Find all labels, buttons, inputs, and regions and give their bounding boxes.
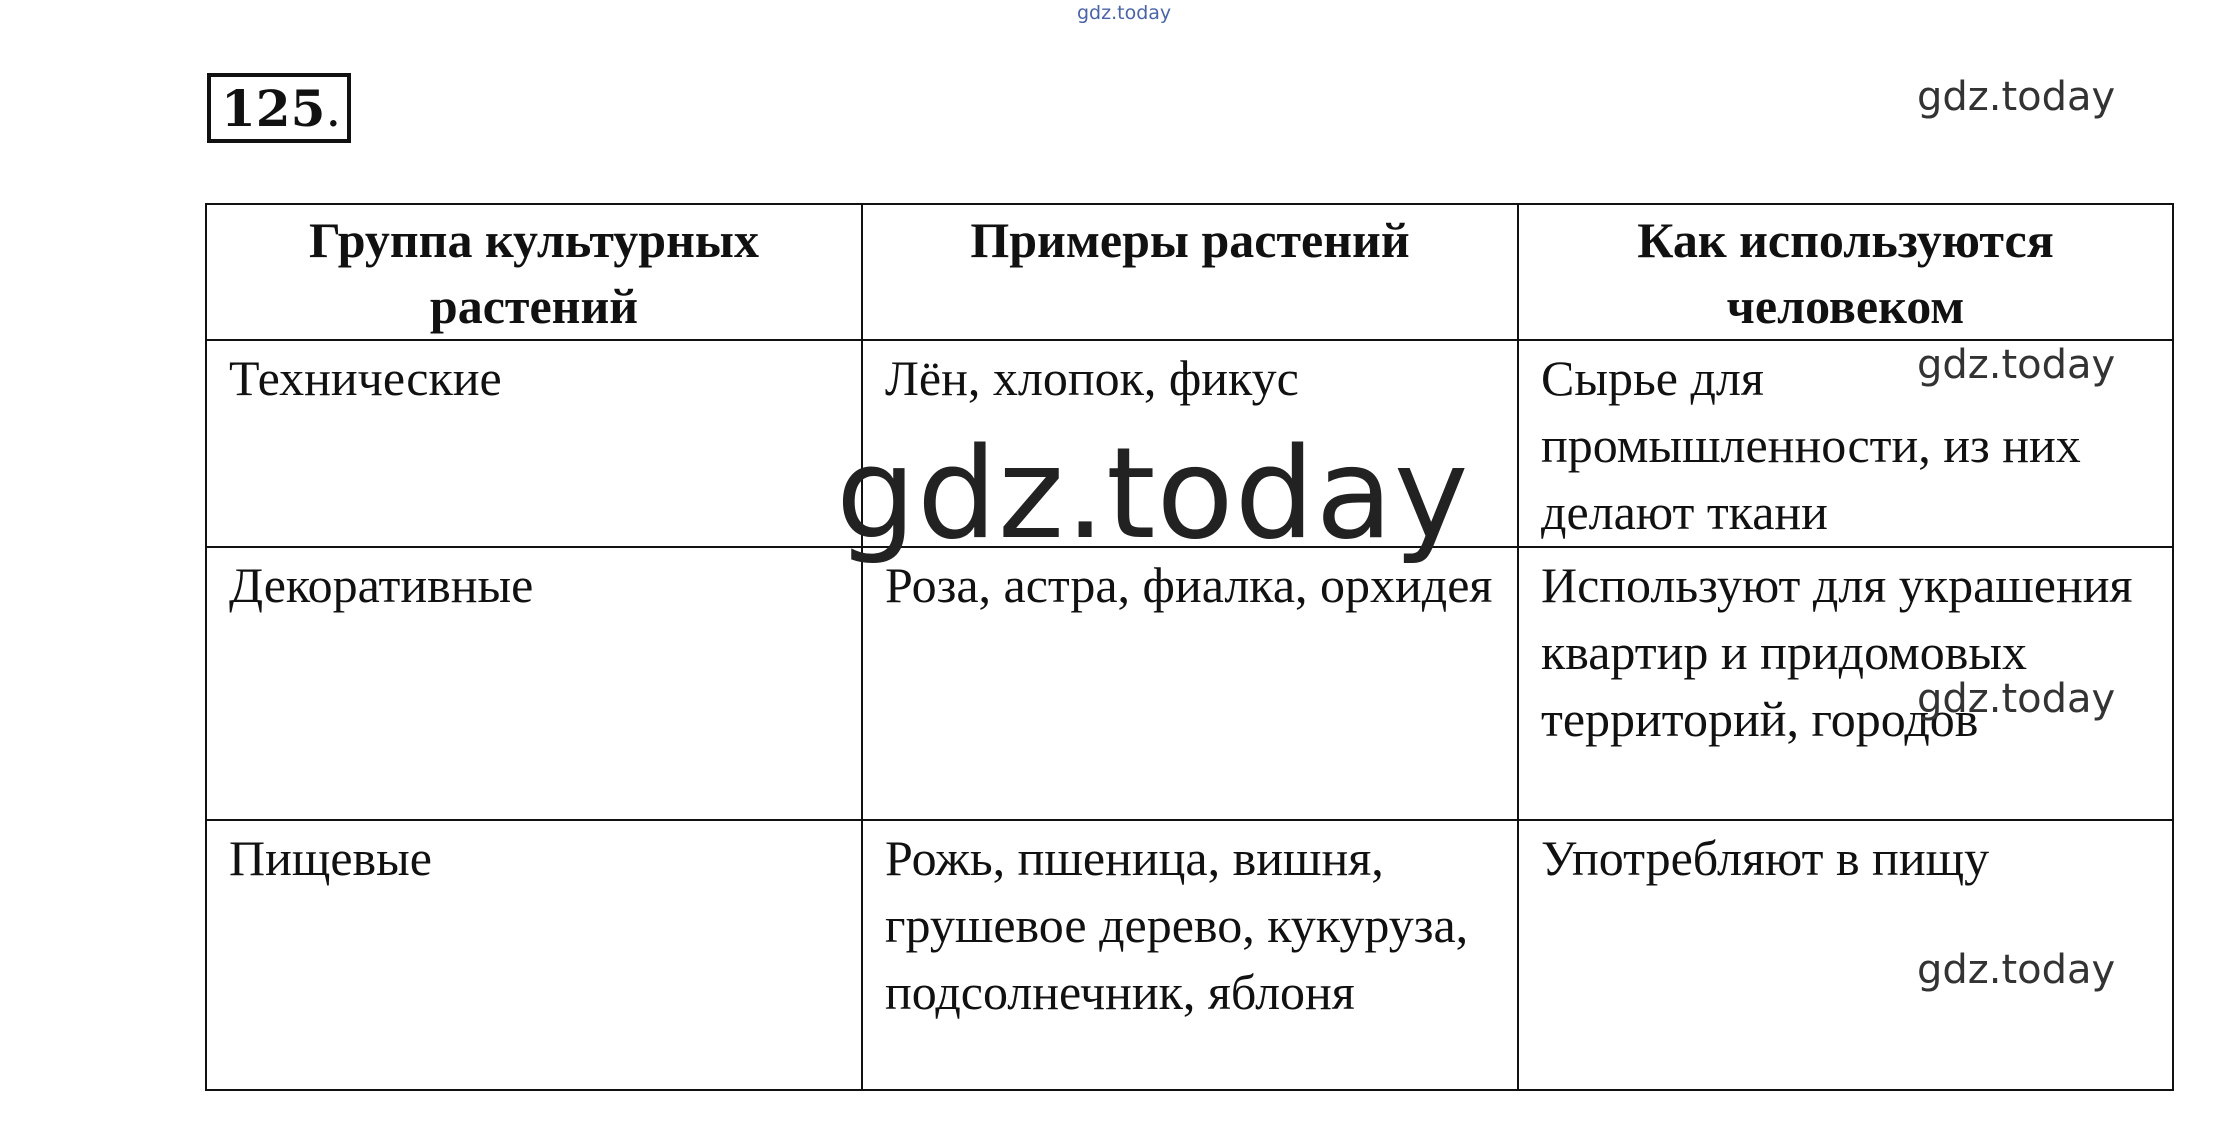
task-number-box (207, 73, 351, 143)
task-number-dot: . (325, 80, 342, 138)
watermark-row3: gdz.today (1917, 947, 2116, 993)
header-examples: Примеры растений (862, 204, 1518, 340)
watermark-corner: gdz.today (1917, 74, 2116, 120)
cell-examples: Рожь, пшеница, вишня, грушевое дерево, кукуруза, подсолнечник, яблоня (862, 820, 1518, 1090)
cell-usage: Сырье для промышленности, из них делают ткани (1518, 340, 2173, 547)
table-row (206, 547, 2173, 820)
table-header-row (206, 204, 2173, 340)
cell-examples: Лён, хлопок, фикус (862, 340, 1518, 547)
header-usage: Как используются человеком (1518, 204, 2173, 340)
watermark-row2: gdz.today (1917, 676, 2116, 722)
cell-usage: Используют для украшения квартир и придомовых территорий, городов (1518, 547, 2173, 820)
watermark-top: gdz.today (1077, 2, 1172, 24)
cell-examples: Роза, астра, фиалка, орхидея (862, 547, 1518, 820)
cell-group: Технические (206, 340, 862, 547)
table-row (206, 820, 2173, 1090)
cell-group: Декоративные (206, 547, 862, 820)
header-group: Группа культурных растений (206, 204, 862, 340)
plants-table (205, 203, 2174, 1091)
cell-group: Пищевые (206, 820, 862, 1090)
task-number: 125 (221, 79, 326, 138)
watermark-center: gdz.today (836, 420, 1470, 567)
watermark-row1: gdz.today (1917, 342, 2116, 388)
cell-usage: Употребляют в пищу (1518, 820, 2173, 1090)
